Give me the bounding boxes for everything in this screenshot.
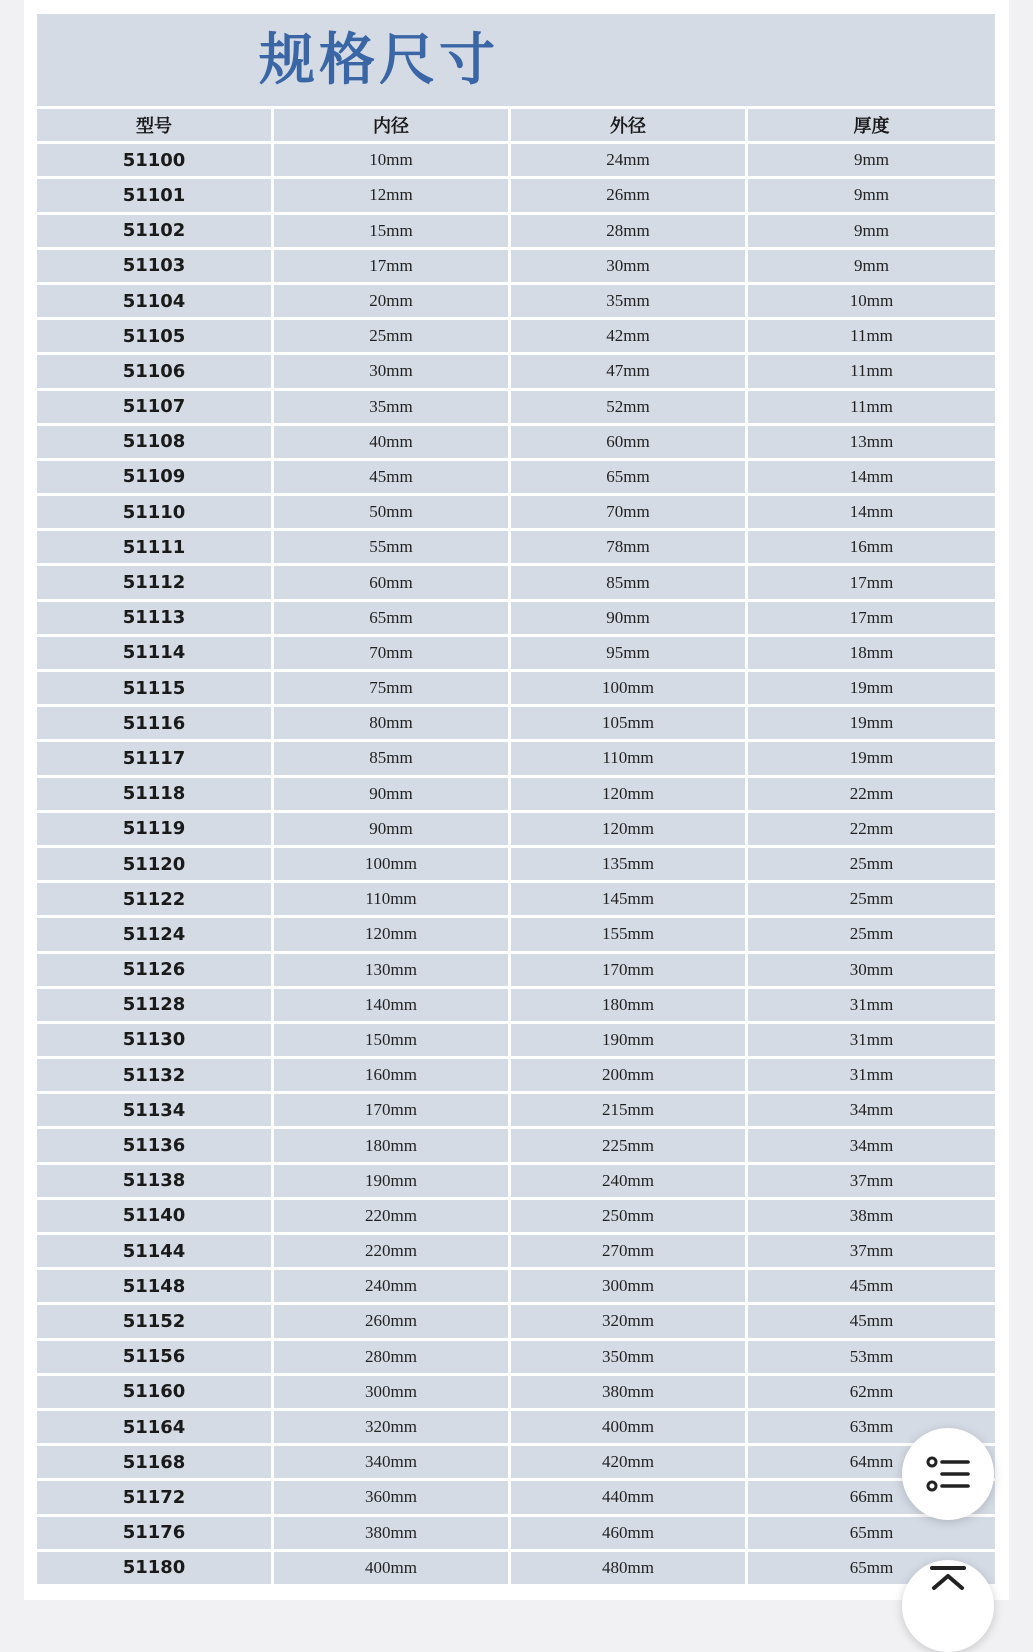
cell-model: 51130: [37, 1024, 271, 1056]
cell-thickness: 10mm: [748, 285, 995, 317]
table-body: [37, 144, 995, 1584]
cell-outer-diameter: 460mm: [511, 1517, 745, 1549]
cell-model: 51140: [37, 1200, 271, 1232]
cell-thickness: 19mm: [748, 742, 995, 774]
cell-model: 51103: [37, 250, 271, 282]
cell-thickness: 11mm: [748, 391, 995, 423]
cell-outer-diameter: 85mm: [511, 566, 745, 598]
cell-outer-diameter: 190mm: [511, 1024, 745, 1056]
cell-model: 51138: [37, 1165, 271, 1197]
cell-thickness: 30mm: [748, 954, 995, 986]
cell-thickness: 65mm: [748, 1517, 995, 1549]
table-row: [37, 285, 995, 317]
cell-model: 51132: [37, 1059, 271, 1091]
cell-thickness: 25mm: [748, 918, 995, 950]
table-row: [37, 1446, 995, 1478]
cell-inner-diameter: 17mm: [274, 250, 508, 282]
cell-thickness: 22mm: [748, 778, 995, 810]
cell-inner-diameter: 280mm: [274, 1341, 508, 1373]
cell-outer-diameter: 47mm: [511, 355, 745, 387]
cell-thickness: 31mm: [748, 1024, 995, 1056]
cell-inner-diameter: 150mm: [274, 1024, 508, 1056]
table-row: [37, 144, 995, 176]
cell-inner-diameter: 320mm: [274, 1411, 508, 1443]
cell-inner-diameter: 15mm: [274, 215, 508, 247]
cell-model: 51109: [37, 461, 271, 493]
cell-inner-diameter: 340mm: [274, 1446, 508, 1478]
cell-outer-diameter: 110mm: [511, 742, 745, 774]
spec-table: [37, 14, 995, 1584]
cell-thickness: 65mm: [748, 1552, 995, 1584]
cell-thickness: 45mm: [748, 1305, 995, 1337]
cell-outer-diameter: 170mm: [511, 954, 745, 986]
table-row: [37, 1129, 995, 1161]
cell-outer-diameter: 30mm: [511, 250, 745, 282]
cell-outer-diameter: 95mm: [511, 637, 745, 669]
list-menu-icon: [924, 1450, 972, 1498]
cell-thickness: 17mm: [748, 566, 995, 598]
cell-outer-diameter: 105mm: [511, 707, 745, 739]
cell-outer-diameter: 225mm: [511, 1129, 745, 1161]
cell-thickness: 25mm: [748, 848, 995, 880]
cell-thickness: 66mm: [748, 1481, 995, 1513]
menu-button[interactable]: [902, 1428, 994, 1520]
table-row: [37, 531, 995, 563]
table-row: [37, 1094, 995, 1126]
cell-outer-diameter: 24mm: [511, 144, 745, 176]
table-row: [37, 1305, 995, 1337]
cell-inner-diameter: 20mm: [274, 285, 508, 317]
cell-outer-diameter: 42mm: [511, 320, 745, 352]
cell-thickness: 19mm: [748, 672, 995, 704]
header-model: 型号: [37, 109, 271, 141]
cell-thickness: 45mm: [748, 1270, 995, 1302]
table-row: [37, 637, 995, 669]
table-row: [37, 954, 995, 986]
table-row: [37, 742, 995, 774]
cell-model: 51122: [37, 883, 271, 915]
cell-inner-diameter: 90mm: [274, 778, 508, 810]
table-row: [37, 813, 995, 845]
cell-thickness: 38mm: [748, 1200, 995, 1232]
cell-outer-diameter: 480mm: [511, 1552, 745, 1584]
cell-inner-diameter: 140mm: [274, 989, 508, 1021]
table-row: [37, 778, 995, 810]
table-row: [37, 1024, 995, 1056]
title-bar: [37, 14, 995, 106]
cell-outer-diameter: 26mm: [511, 179, 745, 211]
cell-inner-diameter: 35mm: [274, 391, 508, 423]
table-row: [37, 989, 995, 1021]
cell-model: 51172: [37, 1481, 271, 1513]
cell-model: 51160: [37, 1376, 271, 1408]
header-thickness: 厚度: [748, 109, 995, 141]
cell-thickness: 53mm: [748, 1341, 995, 1373]
table-row: [37, 1270, 995, 1302]
cell-outer-diameter: 350mm: [511, 1341, 745, 1373]
cell-inner-diameter: 180mm: [274, 1129, 508, 1161]
table-row: [37, 496, 995, 528]
cell-inner-diameter: 400mm: [274, 1552, 508, 1584]
cell-outer-diameter: 180mm: [511, 989, 745, 1021]
cell-thickness: 11mm: [748, 320, 995, 352]
cell-outer-diameter: 52mm: [511, 391, 745, 423]
cell-model: 51115: [37, 672, 271, 704]
cell-outer-diameter: 120mm: [511, 813, 745, 845]
cell-model: 51112: [37, 566, 271, 598]
cell-model: 51110: [37, 496, 271, 528]
cell-model: 51101: [37, 179, 271, 211]
cell-thickness: 13mm: [748, 426, 995, 458]
cell-inner-diameter: 55mm: [274, 531, 508, 563]
cell-model: 51119: [37, 813, 271, 845]
header-outer-diameter: 外径: [511, 109, 745, 141]
cell-outer-diameter: 215mm: [511, 1094, 745, 1126]
cell-inner-diameter: 380mm: [274, 1517, 508, 1549]
cell-thickness: 31mm: [748, 1059, 995, 1091]
cell-inner-diameter: 80mm: [274, 707, 508, 739]
table-row: [37, 1059, 995, 1091]
cell-model: 51116: [37, 707, 271, 739]
cell-inner-diameter: 70mm: [274, 637, 508, 669]
cell-model: 51113: [37, 602, 271, 634]
cell-thickness: 17mm: [748, 602, 995, 634]
table-header-row: [37, 109, 995, 141]
cell-thickness: 19mm: [748, 707, 995, 739]
cell-model: 51108: [37, 426, 271, 458]
cell-outer-diameter: 155mm: [511, 918, 745, 950]
cell-outer-diameter: 250mm: [511, 1200, 745, 1232]
back-to-top-button[interactable]: [902, 1560, 994, 1652]
cell-outer-diameter: 65mm: [511, 461, 745, 493]
table-row: [37, 250, 995, 282]
cell-inner-diameter: 240mm: [274, 1270, 508, 1302]
table-row: [37, 320, 995, 352]
cell-thickness: 18mm: [748, 637, 995, 669]
table-row: [37, 215, 995, 247]
table-row: [37, 1376, 995, 1408]
table-row: [37, 1552, 995, 1584]
cell-model: 51106: [37, 355, 271, 387]
table-row: [37, 1165, 995, 1197]
cell-thickness: 14mm: [748, 461, 995, 493]
cell-outer-diameter: 200mm: [511, 1059, 745, 1091]
cell-thickness: 63mm: [748, 1411, 995, 1443]
cell-inner-diameter: 300mm: [274, 1376, 508, 1408]
cell-outer-diameter: 78mm: [511, 531, 745, 563]
table-row: [37, 602, 995, 634]
cell-model: 51120: [37, 848, 271, 880]
cell-model: 51126: [37, 954, 271, 986]
cell-inner-diameter: 360mm: [274, 1481, 508, 1513]
cell-thickness: 9mm: [748, 215, 995, 247]
table-row: [37, 848, 995, 880]
cell-model: 51164: [37, 1411, 271, 1443]
cell-thickness: 64mm: [748, 1446, 995, 1478]
table-row: [37, 1411, 995, 1443]
table-row: [37, 391, 995, 423]
cell-inner-diameter: 260mm: [274, 1305, 508, 1337]
cell-inner-diameter: 220mm: [274, 1200, 508, 1232]
table-row: [37, 426, 995, 458]
cell-model: 51117: [37, 742, 271, 774]
cell-thickness: 37mm: [748, 1235, 995, 1267]
cell-outer-diameter: 440mm: [511, 1481, 745, 1513]
cell-outer-diameter: 120mm: [511, 778, 745, 810]
cell-model: 51102: [37, 215, 271, 247]
cell-outer-diameter: 240mm: [511, 1165, 745, 1197]
table-row: [37, 566, 995, 598]
table-row: [37, 179, 995, 211]
cell-inner-diameter: 10mm: [274, 144, 508, 176]
cell-inner-diameter: 90mm: [274, 813, 508, 845]
cell-inner-diameter: 50mm: [274, 496, 508, 528]
cell-model: 51100: [37, 144, 271, 176]
cell-model: 51124: [37, 918, 271, 950]
cell-inner-diameter: 45mm: [274, 461, 508, 493]
cell-outer-diameter: 60mm: [511, 426, 745, 458]
cell-inner-diameter: 30mm: [274, 355, 508, 387]
cell-outer-diameter: 300mm: [511, 1270, 745, 1302]
cell-inner-diameter: 110mm: [274, 883, 508, 915]
cell-thickness: 14mm: [748, 496, 995, 528]
cell-model: 51134: [37, 1094, 271, 1126]
cell-thickness: 34mm: [748, 1094, 995, 1126]
cell-outer-diameter: 320mm: [511, 1305, 745, 1337]
cell-thickness: 9mm: [748, 144, 995, 176]
cell-outer-diameter: 270mm: [511, 1235, 745, 1267]
cell-outer-diameter: 35mm: [511, 285, 745, 317]
cell-thickness: 25mm: [748, 883, 995, 915]
cell-thickness: 22mm: [748, 813, 995, 845]
cell-inner-diameter: 60mm: [274, 566, 508, 598]
cell-model: 51105: [37, 320, 271, 352]
table-row: [37, 918, 995, 950]
cell-inner-diameter: 40mm: [274, 426, 508, 458]
cell-inner-diameter: 160mm: [274, 1059, 508, 1091]
cell-thickness: 16mm: [748, 531, 995, 563]
table-row: [37, 1341, 995, 1373]
cell-inner-diameter: 65mm: [274, 602, 508, 634]
header-inner-diameter: 内径: [274, 109, 508, 141]
cell-model: 51111: [37, 531, 271, 563]
cell-thickness: 9mm: [748, 250, 995, 282]
table-row: [37, 1481, 995, 1513]
table-row: [37, 461, 995, 493]
cell-inner-diameter: 25mm: [274, 320, 508, 352]
cell-thickness: 62mm: [748, 1376, 995, 1408]
cell-outer-diameter: 135mm: [511, 848, 745, 880]
cell-thickness: 37mm: [748, 1165, 995, 1197]
cell-inner-diameter: 120mm: [274, 918, 508, 950]
cell-model: 51148: [37, 1270, 271, 1302]
cell-model: 51136: [37, 1129, 271, 1161]
cell-model: 51128: [37, 989, 271, 1021]
table-row: [37, 1200, 995, 1232]
cell-inner-diameter: 85mm: [274, 742, 508, 774]
cell-thickness: 9mm: [748, 179, 995, 211]
cell-outer-diameter: 100mm: [511, 672, 745, 704]
cell-inner-diameter: 130mm: [274, 954, 508, 986]
table-row: [37, 1517, 995, 1549]
cell-outer-diameter: 400mm: [511, 1411, 745, 1443]
cell-model: 51152: [37, 1305, 271, 1337]
cell-outer-diameter: 90mm: [511, 602, 745, 634]
page-title: 规格尺寸: [259, 27, 499, 93]
table-row: [37, 672, 995, 704]
cell-inner-diameter: 12mm: [274, 179, 508, 211]
table-row: [37, 1235, 995, 1267]
back-to-top-icon: [924, 1562, 972, 1610]
table-row: [37, 355, 995, 387]
cell-model: 51114: [37, 637, 271, 669]
cell-model: 51176: [37, 1517, 271, 1549]
cell-outer-diameter: 380mm: [511, 1376, 745, 1408]
cell-thickness: 11mm: [748, 355, 995, 387]
cell-model: 51156: [37, 1341, 271, 1373]
cell-thickness: 31mm: [748, 989, 995, 1021]
cell-model: 51118: [37, 778, 271, 810]
cell-inner-diameter: 190mm: [274, 1165, 508, 1197]
cell-model: 51104: [37, 285, 271, 317]
cell-model: 51168: [37, 1446, 271, 1478]
cell-model: 51107: [37, 391, 271, 423]
cell-inner-diameter: 75mm: [274, 672, 508, 704]
cell-outer-diameter: 70mm: [511, 496, 745, 528]
cell-thickness: 34mm: [748, 1129, 995, 1161]
table-row: [37, 707, 995, 739]
cell-outer-diameter: 420mm: [511, 1446, 745, 1478]
cell-model: 51180: [37, 1552, 271, 1584]
cell-inner-diameter: 170mm: [274, 1094, 508, 1126]
cell-outer-diameter: 145mm: [511, 883, 745, 915]
cell-outer-diameter: 28mm: [511, 215, 745, 247]
cell-inner-diameter: 100mm: [274, 848, 508, 880]
table-row: [37, 883, 995, 915]
cell-model: 51144: [37, 1235, 271, 1267]
cell-inner-diameter: 220mm: [274, 1235, 508, 1267]
